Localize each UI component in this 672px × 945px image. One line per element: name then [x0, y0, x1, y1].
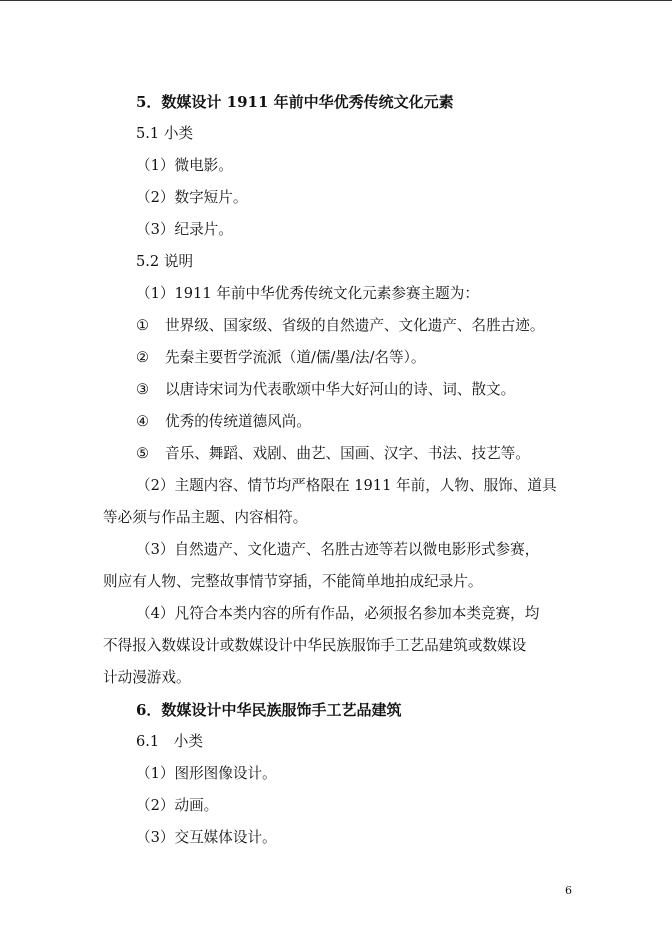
circled-number: ⑤ — [136, 445, 150, 462]
section-5-heading: 5．数媒设计 1911 年前中华优秀传统文化元素 — [136, 93, 454, 111]
theme-text: 优秀的传统道德风尚。 — [165, 413, 311, 430]
list-item: （1）图形图像设计。 — [136, 765, 277, 782]
note-3-line: （3）自然遗产、文化遗产、名胜古迹等若以微电影形式参赛， — [136, 541, 540, 558]
note-4-line: 计动漫游戏。 — [103, 669, 191, 686]
note-2-line: （2）主题内容、情节均严格限在 1911 年前，人物、服饰、道具 — [136, 477, 557, 494]
circled-number: ① — [136, 317, 150, 334]
list-item: （3）交互媒体设计。 — [136, 829, 277, 846]
circled-number: ④ — [136, 413, 150, 430]
subsection-5-2: 5.2 说明 — [136, 253, 194, 270]
list-item: （2）数字短片。 — [136, 189, 248, 206]
note-3-line: 则应有人物、完整故事情节穿插，不能简单地拍成纪录片。 — [103, 573, 483, 590]
note-1: （1）1911 年前中华优秀传统文化元素参赛主题为： — [136, 285, 479, 302]
section-6-heading: 6．数媒设计中华民族服饰手工艺品建筑 — [136, 701, 402, 719]
theme-text: 以唐诗宋词为代表歌颂中华大好河山的诗、词、散文。 — [165, 381, 516, 398]
note-4-line: （4）凡符合本类内容的所有作品，必须报名参加本类竞赛，均 — [136, 605, 540, 622]
list-item: （2）动画。 — [136, 797, 219, 814]
page-number: 6 — [565, 884, 572, 897]
theme-text: 先秦主要哲学流派（道/儒/墨/法/名等）。 — [165, 349, 426, 366]
theme-text: 音乐、舞蹈、戏剧、曲艺、国画、汉字、书法、技艺等。 — [165, 445, 530, 462]
note-4-line: 不得报入数媒设计或数媒设计中华民族服饰手工艺品建筑或数媒设 — [103, 637, 527, 654]
list-item: （1）微电影。 — [136, 157, 233, 174]
circled-number: ② — [136, 349, 150, 366]
subsection-6-1: 6.1 小类 — [136, 733, 203, 750]
subsection-5-1: 5.1 小类 — [136, 125, 194, 142]
top-border — [0, 0, 672, 1]
theme-text: 世界级、国家级、省级的自然遗产、文化遗产、名胜古迹。 — [165, 317, 545, 334]
list-item: （3）纪录片。 — [136, 221, 233, 238]
circled-number: ③ — [136, 381, 150, 398]
note-2-line: 等必须与作品主题、内容相符。 — [103, 509, 308, 526]
